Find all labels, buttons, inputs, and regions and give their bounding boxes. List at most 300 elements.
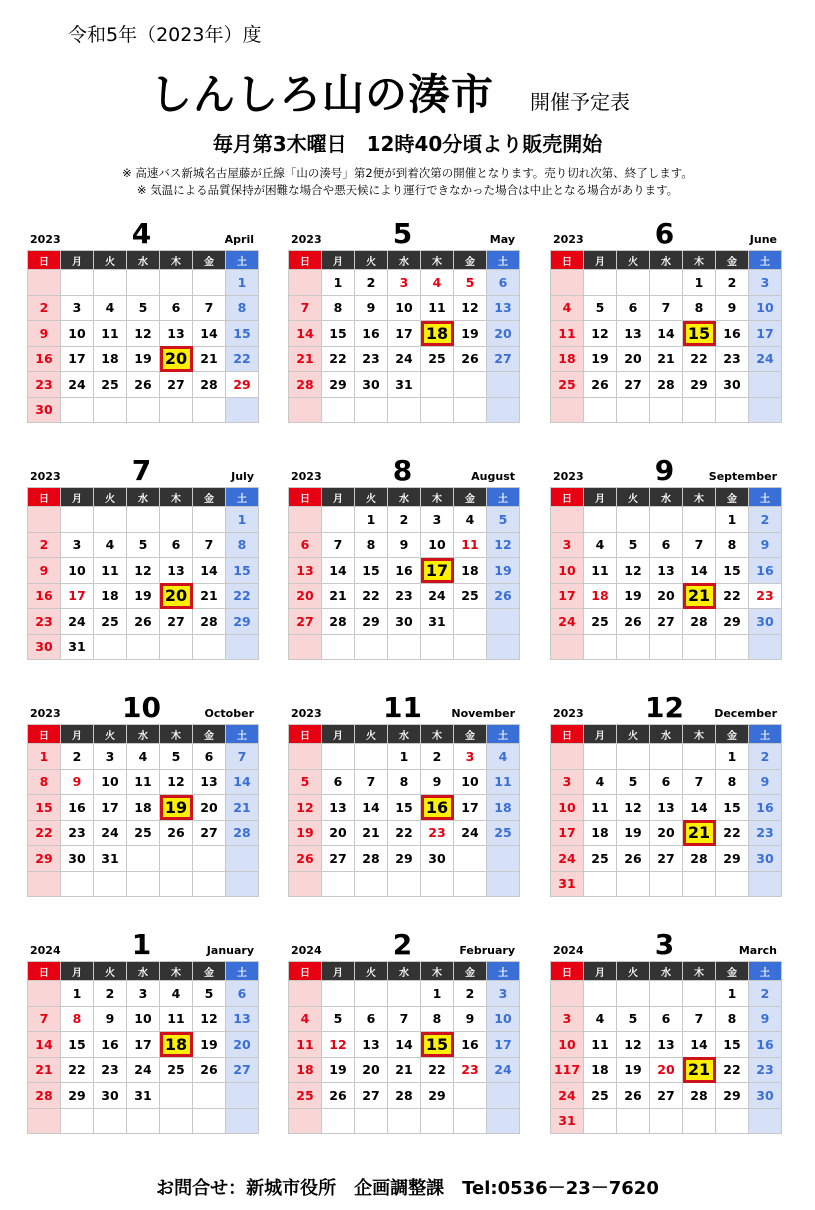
empty-cell (617, 634, 650, 660)
empty-cell (226, 1108, 259, 1134)
empty-cell (683, 507, 716, 533)
day-cell: 8 (421, 1006, 454, 1032)
empty-cell (127, 397, 160, 423)
day-cell: 19 (584, 346, 617, 372)
weekday-header: 土 (487, 962, 520, 981)
day-cell: 25 (94, 609, 127, 635)
day-cell: 17 (551, 583, 584, 609)
day-cell: 12 (322, 1032, 355, 1058)
day-cell: 25 (94, 372, 127, 398)
weekday-header: 月 (61, 488, 94, 507)
month-calendar (27, 929, 256, 1134)
day-cell: 6 (355, 1006, 388, 1032)
weekday-header: 火 (617, 251, 650, 270)
month-header (288, 929, 517, 961)
day-cell: 21 (388, 1057, 421, 1083)
day-cell: 27 (322, 846, 355, 872)
weekday-header: 金 (716, 488, 749, 507)
empty-cell (193, 270, 226, 296)
day-cell: 18 (487, 795, 520, 821)
month-table (550, 724, 782, 897)
day-cell: 26 (160, 820, 193, 846)
day-cell: 14 (289, 321, 322, 347)
day-cell: 5 (193, 981, 226, 1007)
weekday-header: 木 (421, 251, 454, 270)
weekday-header: 火 (94, 962, 127, 981)
weekday-header: 金 (716, 962, 749, 981)
weekday-header: 日 (289, 725, 322, 744)
weekday-header: 土 (487, 725, 520, 744)
empty-cell (289, 507, 322, 533)
empty-cell (355, 871, 388, 897)
day-cell: 9 (355, 295, 388, 321)
day-cell: 12 (193, 1006, 226, 1032)
day-cell: 29 (61, 1083, 94, 1109)
day-cell: 23 (94, 1057, 127, 1083)
day-cell: 3 (551, 532, 584, 558)
day-cell: 14 (193, 558, 226, 584)
day-cell: 7 (193, 295, 226, 321)
weekday-header: 火 (355, 725, 388, 744)
day-cell: 4 (289, 1006, 322, 1032)
empty-cell (289, 981, 322, 1007)
month-number: 4 (131, 217, 152, 250)
day-cell: 12 (584, 321, 617, 347)
empty-cell (454, 372, 487, 398)
day-cell: 2 (749, 744, 782, 770)
day-cell: 117 (551, 1057, 584, 1083)
weekday-header: 水 (650, 488, 683, 507)
day-cell: 18 (454, 558, 487, 584)
day-cell: 8 (716, 532, 749, 558)
empty-cell (160, 634, 193, 660)
contact-footer: お問合せ：新城市役所 企画調整課 Tel:0536－23－7620 (156, 1178, 659, 1199)
weekday-header: 水 (388, 251, 421, 270)
day-cell: 7 (683, 769, 716, 795)
empty-cell (551, 634, 584, 660)
day-cell: 24 (61, 609, 94, 635)
day-cell: 10 (487, 1006, 520, 1032)
day-cell: 29 (388, 846, 421, 872)
empty-cell (650, 397, 683, 423)
day-cell: 2 (454, 981, 487, 1007)
empty-cell (454, 1083, 487, 1109)
empty-cell (28, 1108, 61, 1134)
day-cell: 15 (355, 558, 388, 584)
empty-cell (749, 397, 782, 423)
month-header (27, 692, 256, 724)
day-cell: 16 (749, 795, 782, 821)
empty-cell (94, 634, 127, 660)
day-cell: 3 (421, 507, 454, 533)
day-cell: 14 (683, 1032, 716, 1058)
empty-cell (355, 981, 388, 1007)
month-year: 2023 (291, 233, 322, 246)
month-table (288, 724, 520, 897)
day-cell: 24 (94, 820, 127, 846)
weekday-header: 日 (28, 962, 61, 981)
empty-cell (716, 634, 749, 660)
empty-cell (683, 871, 716, 897)
day-cell: 22 (226, 346, 259, 372)
day-cell: 23 (749, 1057, 782, 1083)
empty-cell (94, 270, 127, 296)
day-cell: 26 (127, 609, 160, 635)
day-cell: 26 (193, 1057, 226, 1083)
month-year: 2023 (291, 470, 322, 483)
day-cell: 9 (388, 532, 421, 558)
day-cell: 28 (193, 372, 226, 398)
empty-cell (584, 507, 617, 533)
weekday-header: 日 (551, 725, 584, 744)
month-year: 2023 (553, 470, 584, 483)
day-cell: 26 (289, 846, 322, 872)
day-cell: 31 (61, 634, 94, 660)
empty-cell (289, 397, 322, 423)
empty-cell (94, 871, 127, 897)
day-cell: 27 (650, 846, 683, 872)
day-cell: 13 (650, 1032, 683, 1058)
day-cell: 15 (322, 321, 355, 347)
empty-cell (322, 981, 355, 1007)
day-cell: 31 (127, 1083, 160, 1109)
weekday-header: 土 (749, 962, 782, 981)
month-number: 1 (131, 928, 152, 961)
weekday-header: 火 (355, 488, 388, 507)
day-cell: 29 (716, 1083, 749, 1109)
day-cell: 7 (28, 1006, 61, 1032)
empty-cell (650, 270, 683, 296)
weekday-header: 金 (454, 962, 487, 981)
empty-cell (160, 846, 193, 872)
day-cell: 9 (749, 769, 782, 795)
month-number: 9 (654, 454, 675, 487)
empty-cell (193, 397, 226, 423)
day-cell: 25 (127, 820, 160, 846)
day-cell: 8 (322, 295, 355, 321)
day-cell: 24 (421, 583, 454, 609)
month-number: 10 (122, 691, 161, 724)
day-cell: 28 (683, 846, 716, 872)
month-calendar (550, 929, 779, 1134)
month-table (550, 250, 782, 423)
empty-cell (127, 1108, 160, 1134)
day-cell: 13 (487, 295, 520, 321)
page-subtitle: 開催予定表 (530, 90, 630, 114)
empty-cell (617, 871, 650, 897)
day-cell: 1 (683, 270, 716, 296)
weekday-header: 金 (193, 251, 226, 270)
day-cell: 3 (127, 981, 160, 1007)
note-line-1: ※ 高速バス新城名古屋藤が丘線「山の湊号」第2便が到着次第の開催となります。売り切れ次第、終了します。 (122, 166, 693, 180)
day-cell: 23 (749, 583, 782, 609)
day-cell: 26 (617, 609, 650, 635)
empty-cell (193, 1083, 226, 1109)
day-cell: 23 (421, 820, 454, 846)
day-cell: 10 (551, 1032, 584, 1058)
weekday-header: 火 (355, 962, 388, 981)
weekday-header: 土 (749, 251, 782, 270)
day-cell: 28 (388, 1083, 421, 1109)
day-cell: 12 (454, 295, 487, 321)
empty-cell (193, 1108, 226, 1134)
weekday-header: 土 (487, 488, 520, 507)
weekday-header: 火 (94, 725, 127, 744)
fiscal-year: 令和5年（2023年）度 (68, 24, 262, 46)
day-cell: 23 (28, 372, 61, 398)
market-day: 16 (421, 795, 454, 821)
weekday-header: 木 (160, 962, 193, 981)
day-cell: 13 (617, 321, 650, 347)
weekday-header: 木 (421, 488, 454, 507)
month-number: 2 (392, 928, 413, 961)
weekday-header: 日 (289, 488, 322, 507)
day-cell: 1 (716, 981, 749, 1007)
day-cell: 19 (617, 583, 650, 609)
day-cell: 27 (160, 609, 193, 635)
day-cell: 1 (355, 507, 388, 533)
day-cell: 18 (584, 583, 617, 609)
day-cell: 13 (289, 558, 322, 584)
day-cell: 12 (487, 532, 520, 558)
market-day: 15 (421, 1032, 454, 1058)
weekday-header: 木 (683, 488, 716, 507)
day-cell: 14 (193, 321, 226, 347)
month-english-name: April (224, 233, 254, 246)
day-cell: 17 (454, 795, 487, 821)
day-cell: 9 (421, 769, 454, 795)
day-cell: 1 (421, 981, 454, 1007)
empty-cell (289, 634, 322, 660)
weekday-header: 金 (716, 725, 749, 744)
month-header (550, 692, 779, 724)
month-table (27, 961, 259, 1134)
day-cell: 2 (421, 744, 454, 770)
day-cell: 24 (551, 846, 584, 872)
weekday-header: 月 (322, 488, 355, 507)
day-cell: 16 (61, 795, 94, 821)
day-cell: 1 (716, 507, 749, 533)
day-cell: 30 (388, 609, 421, 635)
weekday-header: 月 (61, 962, 94, 981)
empty-cell (160, 397, 193, 423)
day-cell: 9 (716, 295, 749, 321)
day-cell: 6 (650, 532, 683, 558)
empty-cell (487, 397, 520, 423)
day-cell: 10 (454, 769, 487, 795)
empty-cell (584, 270, 617, 296)
empty-cell (650, 871, 683, 897)
empty-cell (94, 507, 127, 533)
day-cell: 19 (127, 346, 160, 372)
day-cell: 16 (28, 346, 61, 372)
day-cell: 27 (226, 1057, 259, 1083)
weekday-header: 日 (551, 962, 584, 981)
empty-cell (61, 507, 94, 533)
day-cell: 5 (160, 744, 193, 770)
day-cell: 16 (749, 558, 782, 584)
day-cell: 14 (28, 1032, 61, 1058)
day-cell: 18 (94, 583, 127, 609)
day-cell: 14 (322, 558, 355, 584)
month-english-name: September (708, 470, 777, 483)
weekday-header: 水 (650, 251, 683, 270)
day-cell: 10 (61, 558, 94, 584)
month-year: 2024 (553, 944, 584, 957)
empty-cell (388, 871, 421, 897)
weekday-header: 土 (487, 251, 520, 270)
month-table (288, 250, 520, 423)
empty-cell (487, 634, 520, 660)
day-cell: 28 (683, 1083, 716, 1109)
weekday-header: 火 (617, 725, 650, 744)
day-cell: 5 (617, 769, 650, 795)
day-cell: 5 (127, 295, 160, 321)
weekday-header: 金 (454, 725, 487, 744)
empty-cell (551, 270, 584, 296)
day-cell: 18 (584, 820, 617, 846)
month-english-name: July (231, 470, 254, 483)
day-cell: 6 (226, 981, 259, 1007)
empty-cell (289, 871, 322, 897)
day-cell: 11 (551, 321, 584, 347)
empty-cell (650, 507, 683, 533)
market-day: 18 (421, 321, 454, 347)
day-cell: 5 (127, 532, 160, 558)
empty-cell (322, 744, 355, 770)
day-cell: 2 (388, 507, 421, 533)
day-cell: 26 (454, 346, 487, 372)
day-cell: 25 (421, 346, 454, 372)
month-calendar (288, 455, 517, 660)
empty-cell (716, 397, 749, 423)
month-year: 2023 (30, 233, 61, 246)
weekday-header: 木 (160, 251, 193, 270)
day-cell: 24 (551, 1083, 584, 1109)
empty-cell (388, 634, 421, 660)
day-cell: 22 (355, 583, 388, 609)
day-cell: 2 (61, 744, 94, 770)
day-cell: 7 (650, 295, 683, 321)
day-cell: 18 (584, 1057, 617, 1083)
day-cell: 17 (551, 820, 584, 846)
day-cell: 4 (487, 744, 520, 770)
day-cell: 30 (28, 397, 61, 423)
empty-cell (193, 507, 226, 533)
day-cell: 20 (355, 1057, 388, 1083)
day-cell: 19 (322, 1057, 355, 1083)
empty-cell (61, 1108, 94, 1134)
empty-cell (617, 397, 650, 423)
day-cell: 11 (94, 558, 127, 584)
day-cell: 5 (322, 1006, 355, 1032)
empty-cell (94, 1108, 127, 1134)
day-cell: 23 (716, 346, 749, 372)
empty-cell (322, 871, 355, 897)
day-cell: 22 (322, 346, 355, 372)
day-cell: 27 (193, 820, 226, 846)
day-cell: 22 (421, 1057, 454, 1083)
empty-cell (650, 634, 683, 660)
day-cell: 1 (226, 507, 259, 533)
day-cell: 18 (127, 795, 160, 821)
empty-cell (127, 634, 160, 660)
month-calendar (550, 692, 779, 897)
day-cell: 22 (226, 583, 259, 609)
day-cell: 25 (487, 820, 520, 846)
day-cell: 6 (160, 532, 193, 558)
weekday-header: 金 (193, 962, 226, 981)
day-cell: 17 (127, 1032, 160, 1058)
empty-cell (61, 871, 94, 897)
day-cell: 15 (226, 558, 259, 584)
month-number: 7 (131, 454, 152, 487)
day-cell: 22 (716, 583, 749, 609)
weekday-header: 木 (683, 725, 716, 744)
market-day: 21 (683, 583, 716, 609)
day-cell: 3 (749, 270, 782, 296)
market-day: 21 (683, 820, 716, 846)
day-cell: 24 (388, 346, 421, 372)
empty-cell (28, 871, 61, 897)
day-cell: 20 (289, 583, 322, 609)
month-year: 2023 (291, 707, 322, 720)
market-day: 19 (160, 795, 193, 821)
day-cell: 18 (551, 346, 584, 372)
day-cell: 5 (617, 1006, 650, 1032)
day-cell: 9 (28, 558, 61, 584)
day-cell: 24 (487, 1057, 520, 1083)
empty-cell (226, 1083, 259, 1109)
day-cell: 28 (289, 372, 322, 398)
weekday-header: 水 (127, 962, 160, 981)
day-cell: 9 (454, 1006, 487, 1032)
day-cell: 17 (388, 321, 421, 347)
empty-cell (749, 634, 782, 660)
month-header (550, 218, 779, 250)
day-cell: 28 (683, 609, 716, 635)
empty-cell (617, 744, 650, 770)
empty-cell (28, 270, 61, 296)
empty-cell (584, 981, 617, 1007)
day-cell: 5 (289, 769, 322, 795)
day-cell: 14 (226, 769, 259, 795)
day-cell: 13 (160, 321, 193, 347)
day-cell: 15 (716, 1032, 749, 1058)
empty-cell (160, 1083, 193, 1109)
empty-cell (617, 270, 650, 296)
day-cell: 3 (487, 981, 520, 1007)
empty-cell (454, 634, 487, 660)
weekday-header: 金 (716, 251, 749, 270)
day-cell: 21 (355, 820, 388, 846)
day-cell: 6 (322, 769, 355, 795)
month-english-name: March (738, 944, 777, 957)
weekday-header: 火 (617, 962, 650, 981)
day-cell: 18 (289, 1057, 322, 1083)
weekday-header: 月 (322, 251, 355, 270)
day-cell: 20 (650, 1057, 683, 1083)
day-cell: 21 (193, 583, 226, 609)
weekday-header: 水 (127, 251, 160, 270)
day-cell: 29 (355, 609, 388, 635)
empty-cell (683, 981, 716, 1007)
day-cell: 2 (28, 532, 61, 558)
empty-cell (487, 372, 520, 398)
weekday-header: 木 (160, 725, 193, 744)
empty-cell (355, 744, 388, 770)
empty-cell (683, 397, 716, 423)
